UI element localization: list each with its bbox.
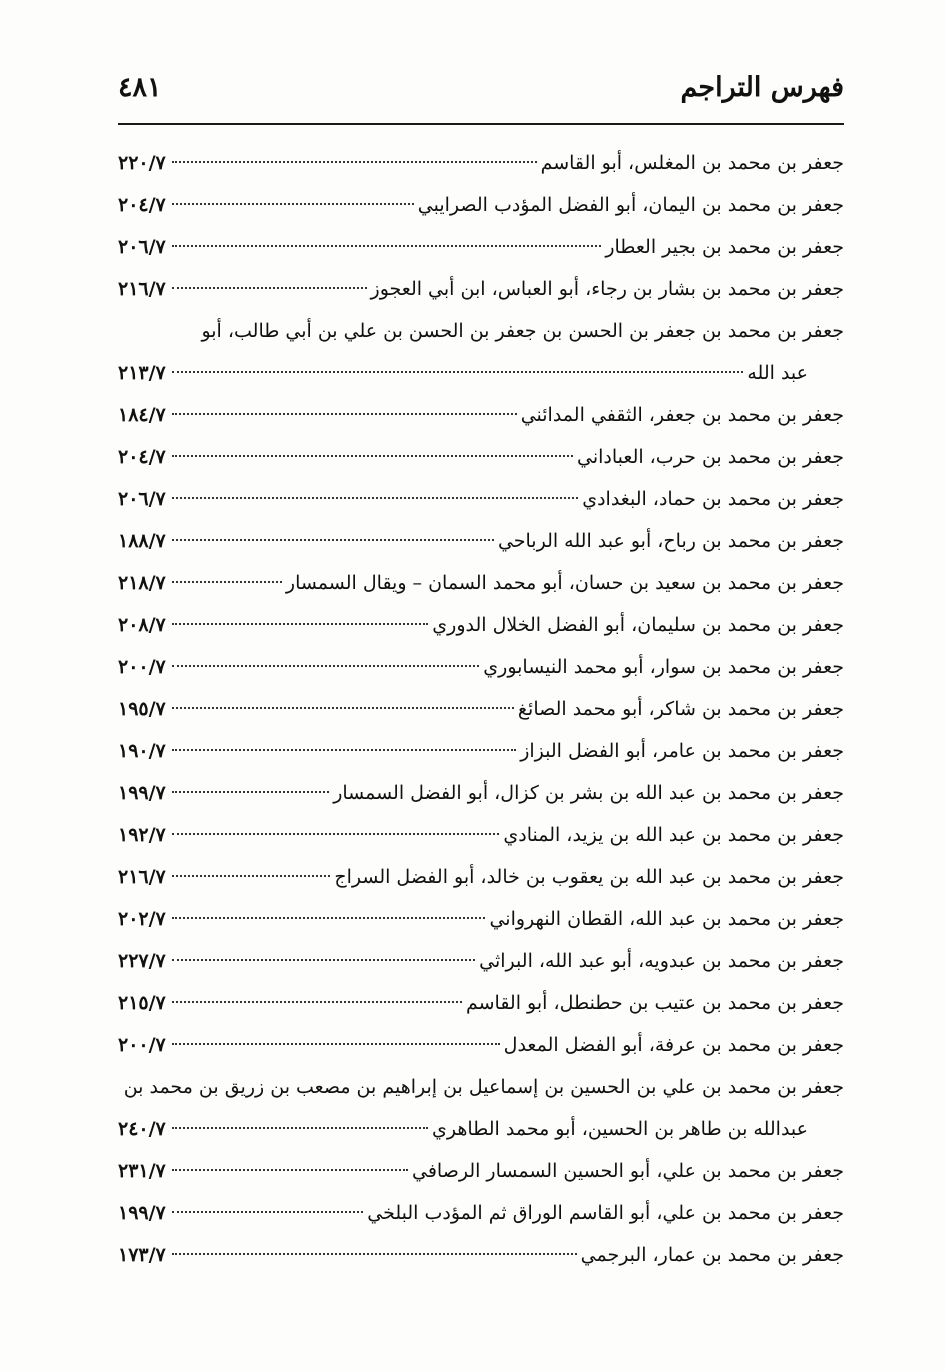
entry-reference: ٢١٥/٧ — [118, 992, 166, 1014]
dot-leader — [172, 245, 602, 247]
entry-reference: ١٨٤/٧ — [118, 404, 166, 426]
dot-leader — [172, 833, 500, 835]
dot-leader — [172, 1127, 428, 1129]
dot-leader — [172, 1043, 500, 1045]
dot-leader — [172, 665, 480, 667]
index-entry — [118, 436, 844, 478]
entry-name: جعفر بن محمد بن المغلس، أبو القاسم — [540, 152, 844, 174]
index-entry — [118, 604, 844, 646]
entry-reference: ٢٠٠/٧ — [118, 656, 166, 678]
biography-index-list — [118, 142, 844, 1276]
entry-name: جعفر بن محمد بن رباح، أبو عبد الله الرباحي — [497, 530, 844, 552]
index-entry — [118, 268, 844, 310]
entry-line — [118, 982, 844, 1024]
entry-line — [118, 604, 844, 646]
entry-reference: ٢١٨/٧ — [118, 572, 166, 594]
index-entry — [118, 142, 844, 184]
entry-reference: ٢١٦/٧ — [118, 866, 166, 888]
index-entry — [118, 982, 844, 1024]
dot-leader — [172, 1253, 577, 1255]
entry-name: جعفر بن محمد بن حماد، البغدادي — [582, 488, 844, 510]
entry-reference: ٢٠٤/٧ — [118, 446, 166, 468]
entry-reference: ٢١٣/٧ — [118, 362, 166, 384]
index-entry — [118, 184, 844, 226]
entry-name: جعفر بن محمد بن عبد الله بن يعقوب بن خالد، أبو الفضل السراج — [334, 866, 844, 888]
entry-reference: ٢٣١/٧ — [118, 1160, 166, 1182]
entry-line — [118, 142, 844, 184]
entry-line — [118, 394, 844, 436]
entry-name: جعفر بن محمد بن علي، أبو القاسم الوراق ثم المؤدب البلخي — [367, 1202, 844, 1224]
entry-reference: ١٩٢/٧ — [118, 824, 166, 846]
dot-leader — [172, 749, 516, 751]
dot-leader — [172, 917, 486, 919]
entry-line — [118, 1192, 844, 1234]
entry-line — [118, 856, 844, 898]
index-entry — [118, 520, 844, 562]
page-header — [118, 66, 844, 110]
entry-line — [118, 772, 844, 814]
page-number: ٤٨١ — [118, 72, 162, 103]
dot-leader — [172, 581, 282, 583]
entry-reference: ٢٠٤/٧ — [118, 194, 166, 216]
entry-reference: ٢٠٦/٧ — [118, 488, 166, 510]
entry-reference: ١٩٩/٧ — [118, 1202, 166, 1224]
entry-name: جعفر بن محمد بن عبد الله، القطان النهرواني — [489, 908, 844, 930]
index-entry — [118, 226, 844, 268]
entry-name: جعفر بن محمد بن علي بن الحسين بن إسماعيل بن إبراهيم بن مصعب بن زريق بن محمد بن — [123, 1076, 844, 1098]
dot-leader — [172, 497, 578, 499]
entry-line — [118, 310, 844, 352]
index-entry — [118, 394, 844, 436]
entry-line — [118, 898, 844, 940]
entry-continuation-line — [118, 1108, 844, 1150]
entry-name: جعفر بن محمد بن عمار، البرجمي — [580, 1244, 844, 1266]
entry-line — [118, 1150, 844, 1192]
entry-name: جعفر بن محمد بن عبدويه، أبو عبد الله، البراثي — [479, 950, 844, 972]
entry-name: جعفر بن محمد بن جعفر، الثقفي المدائني — [520, 404, 844, 426]
entry-name: جعفر بن محمد بن عبد الله بن يزيد، المنادي — [503, 824, 844, 846]
dot-leader — [172, 1001, 462, 1003]
entry-line — [118, 814, 844, 856]
entry-reference: ٢٠٨/٧ — [118, 614, 166, 636]
index-entry — [118, 1234, 844, 1276]
index-entry — [118, 940, 844, 982]
entry-line — [118, 184, 844, 226]
dot-leader — [172, 161, 537, 163]
index-entry — [118, 478, 844, 520]
entry-name: جعفر بن محمد بن بشار بن رجاء، أبو العباس، ابن أبي العجوز — [370, 278, 844, 300]
index-entry — [118, 562, 844, 604]
entry-reference: ١٨٨/٧ — [118, 530, 166, 552]
page-title: فهرس التراجم — [680, 72, 844, 103]
entry-name: جعفر بن محمد بن عامر، أبو الفضل البزاز — [520, 740, 844, 762]
index-entry — [118, 646, 844, 688]
entry-name: جعفر بن محمد بن اليمان، أبو الفضل المؤدب الصرايبي — [417, 194, 844, 216]
entry-name: جعفر بن محمد بن سليمان، أبو الفضل الخلال الدوري — [432, 614, 844, 636]
entry-reference: ٢٠٠/٧ — [118, 1034, 166, 1056]
index-entry — [118, 310, 844, 394]
index-entry — [118, 1150, 844, 1192]
entry-reference: ١٧٣/٧ — [118, 1244, 166, 1266]
entry-reference: ٢٢٠/٧ — [118, 152, 166, 174]
entry-name: جعفر بن محمد بن شاكر، أبو محمد الصائغ — [517, 698, 844, 720]
entry-line — [118, 478, 844, 520]
entry-line — [118, 520, 844, 562]
dot-leader — [172, 203, 414, 205]
index-entry — [118, 1066, 844, 1150]
entry-reference: ١٩٩/٧ — [118, 782, 166, 804]
index-entry — [118, 814, 844, 856]
dot-leader — [172, 287, 367, 289]
index-entry — [118, 856, 844, 898]
entry-line — [118, 688, 844, 730]
entry-reference: ١٩٥/٧ — [118, 698, 166, 720]
entry-name: جعفر بن محمد بن عتيب بن حطنطل، أبو القاسم — [465, 992, 844, 1014]
entry-line — [118, 1024, 844, 1066]
dot-leader — [172, 875, 331, 877]
entry-line — [118, 1234, 844, 1276]
dot-leader — [172, 1211, 363, 1213]
entry-name: جعفر بن محمد بن بجير العطار — [605, 236, 844, 258]
entry-reference: ٢٢٧/٧ — [118, 950, 166, 972]
entry-name: جعفر بن محمد بن سعيد بن حسان، أبو محمد السمان – ويقال السمسار — [285, 572, 844, 594]
index-entry — [118, 898, 844, 940]
index-entry — [118, 730, 844, 772]
entry-name: جعفر بن محمد بن عبد الله بن بشر بن كزال، أبو الفضل السمسار — [333, 782, 844, 804]
entry-name: جعفر بن محمد بن عرفة، أبو الفضل المعدل — [503, 1034, 844, 1056]
dot-leader — [172, 791, 329, 793]
entry-name: عبد الله — [747, 362, 808, 384]
entry-name: جعفر بن محمد بن حرب، العباداني — [577, 446, 844, 468]
entry-line — [118, 268, 844, 310]
dot-leader — [172, 539, 494, 541]
entry-line — [118, 436, 844, 478]
entry-name: جعفر بن محمد بن جعفر بن الحسن بن جعفر بن الحسن بن علي بن أبي طالب، أبو — [201, 320, 844, 342]
entry-line — [118, 730, 844, 772]
entry-reference: ٢٠٢/٧ — [118, 908, 166, 930]
dot-leader — [172, 413, 517, 415]
entry-name: عبدالله بن طاهر بن الحسين، أبو محمد الطاهري — [432, 1118, 808, 1140]
entry-line — [118, 646, 844, 688]
entry-reference: ٢١٦/٧ — [118, 278, 166, 300]
index-entry — [118, 1192, 844, 1234]
index-entry — [118, 688, 844, 730]
entry-name: جعفر بن محمد بن سوار، أبو محمد النيسابوري — [483, 656, 844, 678]
dot-leader — [172, 371, 744, 373]
dot-leader — [172, 623, 429, 625]
entry-continuation-line — [118, 352, 844, 394]
dot-leader — [172, 455, 573, 457]
entry-line — [118, 1066, 844, 1108]
entry-reference: ١٩٠/٧ — [118, 740, 166, 762]
dot-leader — [172, 1169, 408, 1171]
header-rule — [118, 123, 844, 125]
dot-leader — [172, 707, 514, 709]
index-entry — [118, 1024, 844, 1066]
entry-name: جعفر بن محمد بن علي، أبو الحسين السمسار الرصافي — [412, 1160, 844, 1182]
dot-leader — [172, 959, 475, 961]
entry-line — [118, 562, 844, 604]
entry-line — [118, 226, 844, 268]
index-entry — [118, 772, 844, 814]
entry-line — [118, 940, 844, 982]
entry-reference: ٢٤٠/٧ — [118, 1118, 166, 1140]
entry-reference: ٢٠٦/٧ — [118, 236, 166, 258]
